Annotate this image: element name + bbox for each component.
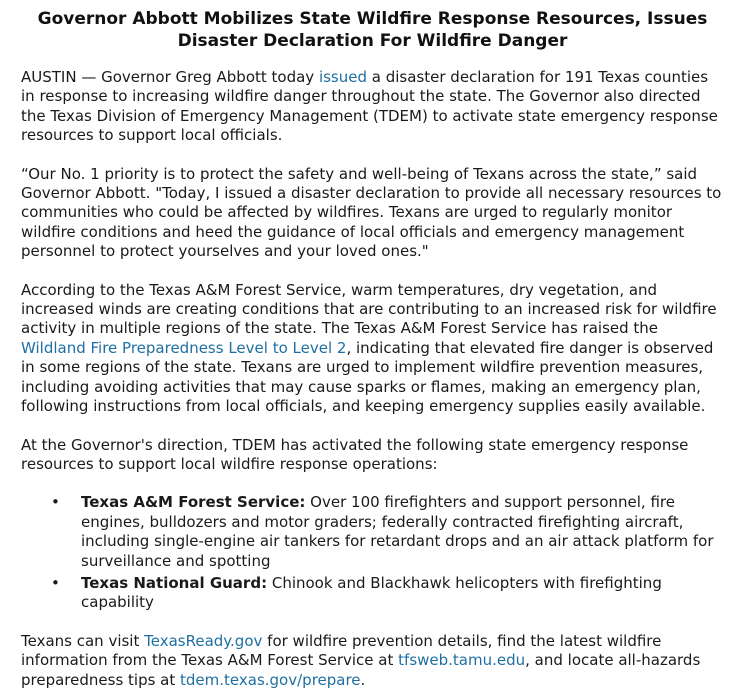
links-text-2: for wildfire prevention details, find the latest wildfire information from the Texas A&M Forest Service at [21, 631, 662, 670]
tdem-prepare-link[interactable]: tdem.texas.gov/prepare [180, 670, 361, 689]
tdem-paragraph: At the Governor's direction, TDEM has activated the following state emergency response resources to support local wildfire response operations: [21, 435, 689, 473]
list-item [51, 493, 724, 571]
resources-list [21, 493, 724, 612]
list-item [51, 573, 724, 613]
governor-quote-paragraph: “Our No. 1 priority is to protect the safety and well-being of Texans across the state,” said Governor Abbott. "Today, I issued a disaster declaration to provide all necessary resources to communities who could be affected by wildfires. Texans are urged to regularly monitor wildfire conditions and heed the guidance of local officials and emergency management personnel to protect yourselves and your loved ones." [21, 164, 722, 261]
bullet-icon: • [51, 493, 60, 512]
resources-links-paragraph [21, 632, 724, 690]
article-title: Governor Abbott Mobilizes State Wildfire Response Resources, Issues Disaster Declaration For Wildfire Danger [37, 9, 708, 51]
tfsweb-link[interactable]: tfsweb.tamu.edu [398, 651, 526, 670]
intro-text-start: AUSTIN — Governor Greg Abbott today [21, 68, 319, 86]
intro-paragraph [21, 68, 724, 146]
preparedness-level-link[interactable]: Wildland Fire Preparedness Level to Level 2 [21, 338, 347, 357]
bullet-icon: • [51, 573, 60, 592]
resource-label: Texas A&M Forest Service: [81, 493, 306, 512]
links-text-1: Texans can visit [21, 631, 145, 650]
intro-text-end: a disaster declaration for 191 Texas counties in response to increasing wildfire danger throughout the state. The Governor also directed the Texas Division of Emergency Management (TDEM) to activate state emergency response resources to support local officials. [21, 68, 718, 145]
texasready-link[interactable]: TexasReady.gov [144, 631, 263, 650]
links-text-4: . [360, 670, 366, 689]
forest-service-text-start: According to the Texas A&M Forest Service, warm temperatures, dry vegetation, and increased winds are creating conditions that are contributing to an increased risk for wildfire activity in multiple regions of the state. The Texas A&M Forest Service has raised the [21, 280, 717, 338]
resource-text: Chinook and Blackhawk helicopters with firefighting capability [81, 573, 662, 612]
links-text-3: , and locate all-hazards preparedness tips at [21, 651, 701, 689]
resource-text: Over 100 firefighters and support personnel, fire engines, bulldozers and motor graders; federally contracted firefighting aircraft, including single-engine air tankers for retardant drops and an air attack platform for surveillance and spotting [81, 493, 714, 570]
forest-service-paragraph [21, 281, 724, 417]
forest-service-text-end: , indicating that elevated fire danger is observed in some regions of the state. Texans are urged to implement wildfire prevention measures, including avoiding activities that may cause sparks or flames, making an emergency plan, following instructions from local officials, and keeping emergency supplies easily available. [21, 338, 714, 416]
issued-link[interactable]: issued [318, 68, 368, 86]
resource-label: Texas National Guard: [81, 573, 268, 592]
